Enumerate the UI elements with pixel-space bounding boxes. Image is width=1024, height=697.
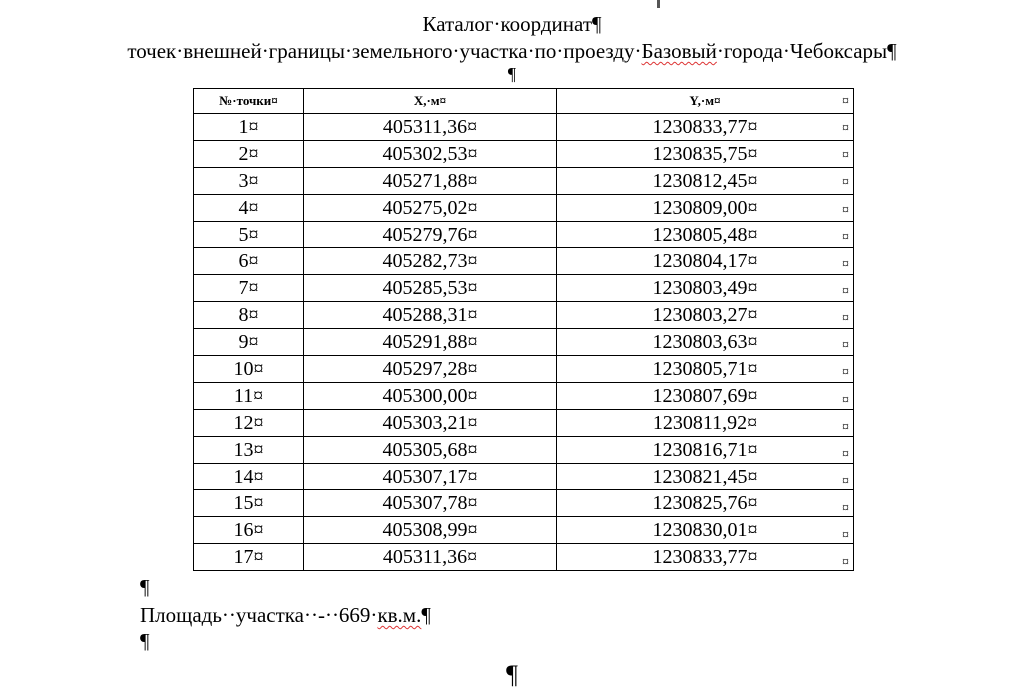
- x-coordinate-cell: 405300,00¤: [304, 382, 557, 409]
- document-subtitle: [0, 39, 1024, 63]
- point-number-cell: 16¤: [194, 517, 304, 544]
- row-end-mark: ¤: [842, 311, 849, 327]
- row-end-mark: ¤: [842, 121, 849, 137]
- row-end-mark: ¤: [842, 202, 849, 218]
- y-coordinate-cell: 1230811,92¤: [557, 409, 854, 436]
- y-coordinate-cell: 1230835,75¤: [557, 140, 854, 167]
- point-number-cell: 15¤: [194, 490, 304, 517]
- point-number-cell: 12¤: [194, 409, 304, 436]
- row-end-mark: ¤: [842, 501, 849, 517]
- y-coordinate-cell: 1230805,71¤: [557, 356, 854, 383]
- row-end-mark: ¤: [842, 528, 849, 544]
- area-unit: кв.м.: [377, 603, 422, 627]
- point-number-cell: 5¤: [194, 221, 304, 248]
- table-row: [194, 463, 854, 490]
- table-row: [194, 194, 854, 221]
- y-coordinate-cell: 1230809,00¤: [557, 194, 854, 221]
- row-end-mark: ¤: [842, 392, 849, 408]
- row-end-mark: ¤: [842, 229, 849, 245]
- table-header-row: [194, 89, 854, 114]
- x-coordinate-cell: 405282,73¤: [304, 248, 557, 275]
- point-number-cell: 1¤: [194, 114, 304, 141]
- subtitle-spellcheck-word: Базовый: [641, 39, 717, 63]
- x-coordinate-cell: 405303,21¤: [304, 409, 557, 436]
- x-coordinate-cell: 405288,31¤: [304, 302, 557, 329]
- table-row: [194, 302, 854, 329]
- y-coordinate-cell: 1230807,69¤: [557, 382, 854, 409]
- y-coordinate-cell: 1230833,77¤: [557, 544, 854, 571]
- x-coordinate-cell: 405305,68¤: [304, 436, 557, 463]
- point-number-cell: 10¤: [194, 356, 304, 383]
- table-row: [194, 517, 854, 544]
- point-number-cell: 7¤: [194, 275, 304, 302]
- x-coordinate-cell: 405275,02¤: [304, 194, 557, 221]
- y-coordinate-cell: 1230830,01¤: [557, 517, 854, 544]
- x-coordinate-cell: 405302,53¤: [304, 140, 557, 167]
- x-coordinate-cell: 405307,17¤: [304, 463, 557, 490]
- point-number-cell: 17¤: [194, 544, 304, 571]
- x-coordinate-cell: 405285,53¤: [304, 275, 557, 302]
- table-row: [194, 436, 854, 463]
- point-number-cell: 11¤: [194, 382, 304, 409]
- x-coordinate-cell: 405308,99¤: [304, 517, 557, 544]
- y-coordinate-cell: 1230804,17¤: [557, 248, 854, 275]
- subtitle-suffix: ·города·Чебоксары¶: [716, 39, 897, 63]
- row-end-mark: ¤: [842, 555, 849, 571]
- table-row: [194, 409, 854, 436]
- table-row: [194, 329, 854, 356]
- final-paragraph-mark: ¶: [506, 660, 518, 689]
- row-end-marks: [842, 88, 860, 577]
- x-coordinate-cell: 405279,76¤: [304, 221, 557, 248]
- header-point-number: №·точки¤: [194, 89, 304, 114]
- paragraph-mark: ¶: [507, 64, 517, 84]
- y-coordinate-cell: 1230816,71¤: [557, 436, 854, 463]
- x-coordinate-cell: 405311,36¤: [304, 544, 557, 571]
- y-coordinate-cell: 1230803,63¤: [557, 329, 854, 356]
- empty-paragraph-2: ¶: [140, 629, 150, 653]
- document-title: Каталог·координат¶: [422, 12, 602, 36]
- x-coordinate-cell: 405311,36¤: [304, 114, 557, 141]
- x-coordinate-cell: 405291,88¤: [304, 329, 557, 356]
- point-number-cell: 13¤: [194, 436, 304, 463]
- row-end-mark: ¤: [842, 473, 849, 489]
- x-coordinate-cell: 405297,28¤: [304, 356, 557, 383]
- table-row: [194, 275, 854, 302]
- point-number-cell: 4¤: [194, 194, 304, 221]
- table-row: [194, 114, 854, 141]
- area-text: [140, 603, 431, 627]
- y-coordinate-cell: 1230803,49¤: [557, 275, 854, 302]
- table-row: [194, 382, 854, 409]
- header-x: X,·м¤: [304, 89, 557, 114]
- point-number-cell: 3¤: [194, 167, 304, 194]
- point-number-cell: 2¤: [194, 140, 304, 167]
- table-row: [194, 490, 854, 517]
- header-y: Y,·м¤: [557, 89, 854, 114]
- row-end-mark: ¤: [842, 256, 849, 272]
- y-coordinate-cell: 1230805,48¤: [557, 221, 854, 248]
- row-end-mark: ¤: [842, 365, 849, 381]
- table-row: [194, 221, 854, 248]
- row-end-mark: ¤: [842, 338, 849, 354]
- y-coordinate-cell: 1230812,45¤: [557, 167, 854, 194]
- row-end-mark: ¤: [842, 283, 849, 299]
- table-row: [194, 167, 854, 194]
- y-coordinate-cell: 1230821,45¤: [557, 463, 854, 490]
- table-row: [194, 356, 854, 383]
- table-row: [194, 140, 854, 167]
- row-end-mark: ¤: [842, 94, 849, 109]
- text-cursor: [657, 0, 660, 8]
- row-end-mark: ¤: [842, 148, 849, 164]
- point-number-cell: 14¤: [194, 463, 304, 490]
- point-number-cell: 6¤: [194, 248, 304, 275]
- x-coordinate-cell: 405307,78¤: [304, 490, 557, 517]
- table-row: [194, 544, 854, 571]
- subtitle-prefix: точек·внешней·границы·земельного·участка·по·проезду·: [127, 39, 642, 63]
- area-label: Площадь··участка··-··669·: [140, 603, 378, 627]
- point-number-cell: 9¤: [194, 329, 304, 356]
- row-end-mark: ¤: [842, 446, 849, 462]
- y-coordinate-cell: 1230803,27¤: [557, 302, 854, 329]
- coordinates-table: [193, 88, 854, 571]
- area-end-mark: ¶: [421, 603, 431, 627]
- x-coordinate-cell: 405271,88¤: [304, 167, 557, 194]
- empty-paragraph-1: ¶: [140, 575, 150, 599]
- row-end-mark: ¤: [842, 175, 849, 191]
- row-end-mark: ¤: [842, 419, 849, 435]
- y-coordinate-cell: 1230825,76¤: [557, 490, 854, 517]
- y-coordinate-cell: 1230833,77¤: [557, 114, 854, 141]
- point-number-cell: 8¤: [194, 302, 304, 329]
- table-row: [194, 248, 854, 275]
